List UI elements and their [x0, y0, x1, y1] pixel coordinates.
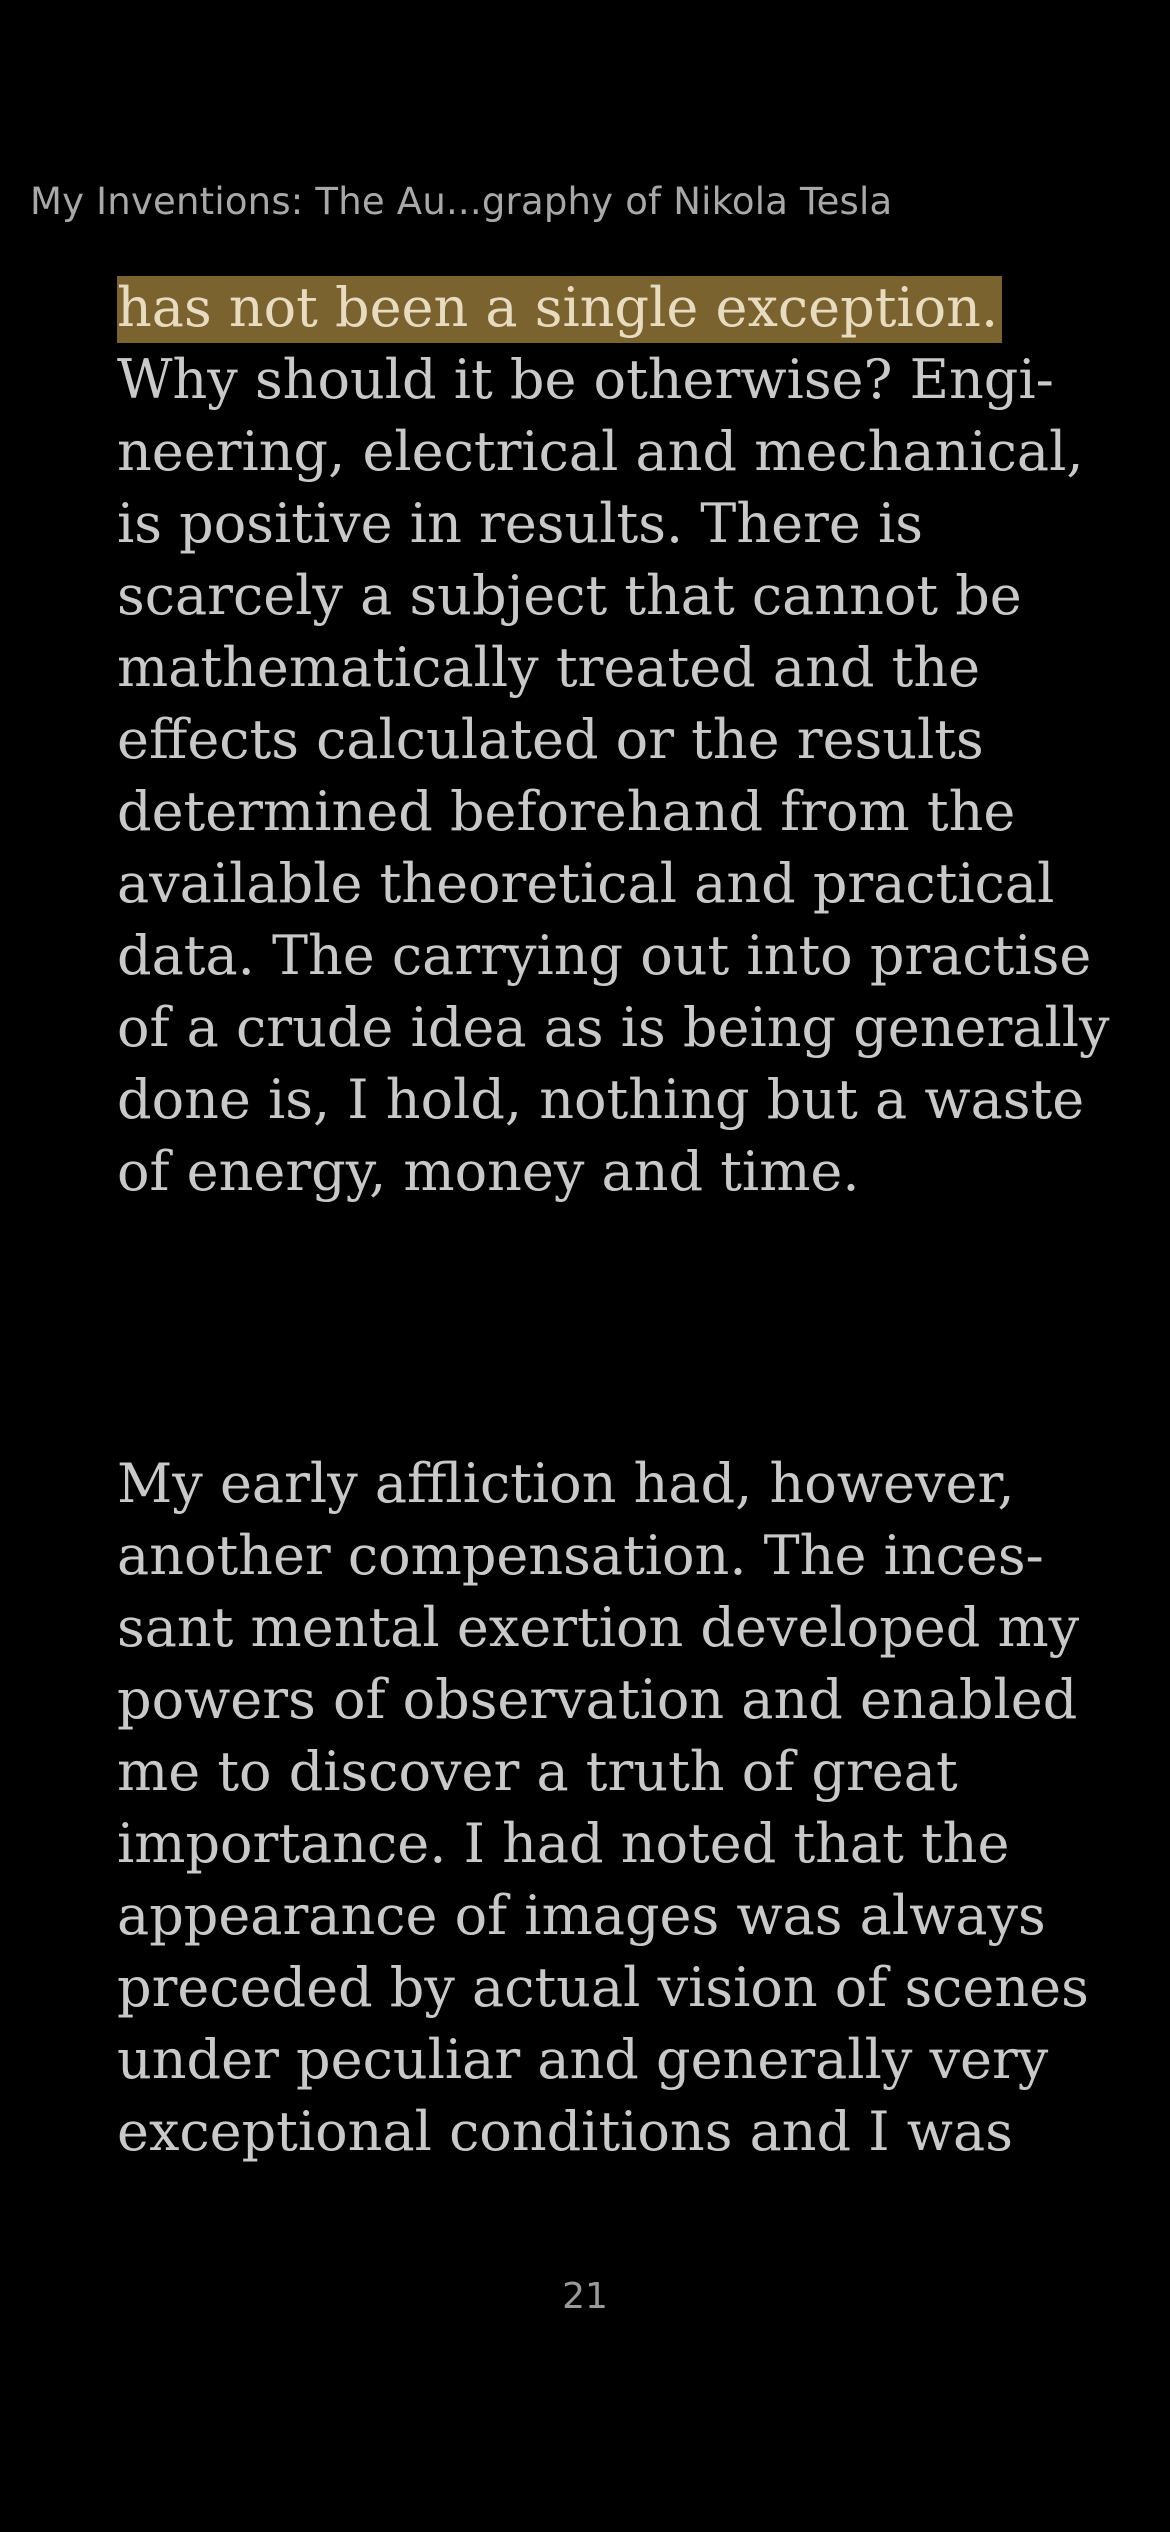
- text-line: mathematically treated and the: [117, 636, 981, 699]
- text-line: is positive in results. There is: [117, 492, 923, 555]
- paragraph: [117, 272, 1110, 1208]
- text-line: another compensation. The inces-: [117, 1524, 1044, 1587]
- text-line: of energy, money and time.: [117, 1140, 860, 1203]
- text-line: neering, electrical and mechanical,: [117, 420, 1084, 483]
- text-line: preceded by actual vision of scenes: [117, 1956, 1089, 2019]
- text-line: determined beforehand from the: [117, 780, 1016, 843]
- text-line: My early affliction had, however,: [117, 1452, 1015, 1515]
- text-line: available theoretical and practical: [117, 852, 1055, 915]
- text-line: me to discover a truth of great: [117, 1740, 958, 1803]
- highlighted-text[interactable]: has not been a single exception.: [117, 276, 1002, 343]
- page-text-paragraph-2: [117, 1448, 1089, 2168]
- text-line: scarcely a subject that cannot be: [117, 564, 1022, 627]
- text-line: under peculiar and generally very: [117, 2028, 1049, 2091]
- book-title-header[interactable]: My Inventions: The Au...graphy of Nikola Tesla: [30, 180, 893, 223]
- page-number: 21: [562, 2276, 608, 2317]
- text-line: appearance of images was always: [117, 1884, 1046, 1947]
- text-line: [117, 272, 1077, 344]
- text-line: of a crude idea as is being generally: [117, 996, 1110, 1059]
- text-line: Why should it be otherwise? Engi-: [117, 348, 1054, 411]
- page-text-paragraph-1: [117, 272, 1110, 1208]
- text-line: sant mental exertion developed my: [117, 1596, 1080, 1659]
- paragraph: [117, 1448, 1089, 2168]
- text-line: effects calculated or the results: [117, 708, 984, 771]
- text-line: data. The carrying out into practise: [117, 924, 1092, 987]
- text-line: exceptional conditions and I was: [117, 2100, 1013, 2163]
- text-line: done is, I hold, nothing but a waste: [117, 1068, 1085, 1131]
- text-line: importance. I had noted that the: [117, 1812, 1010, 1875]
- text-line: powers of observation and enabled: [117, 1668, 1078, 1731]
